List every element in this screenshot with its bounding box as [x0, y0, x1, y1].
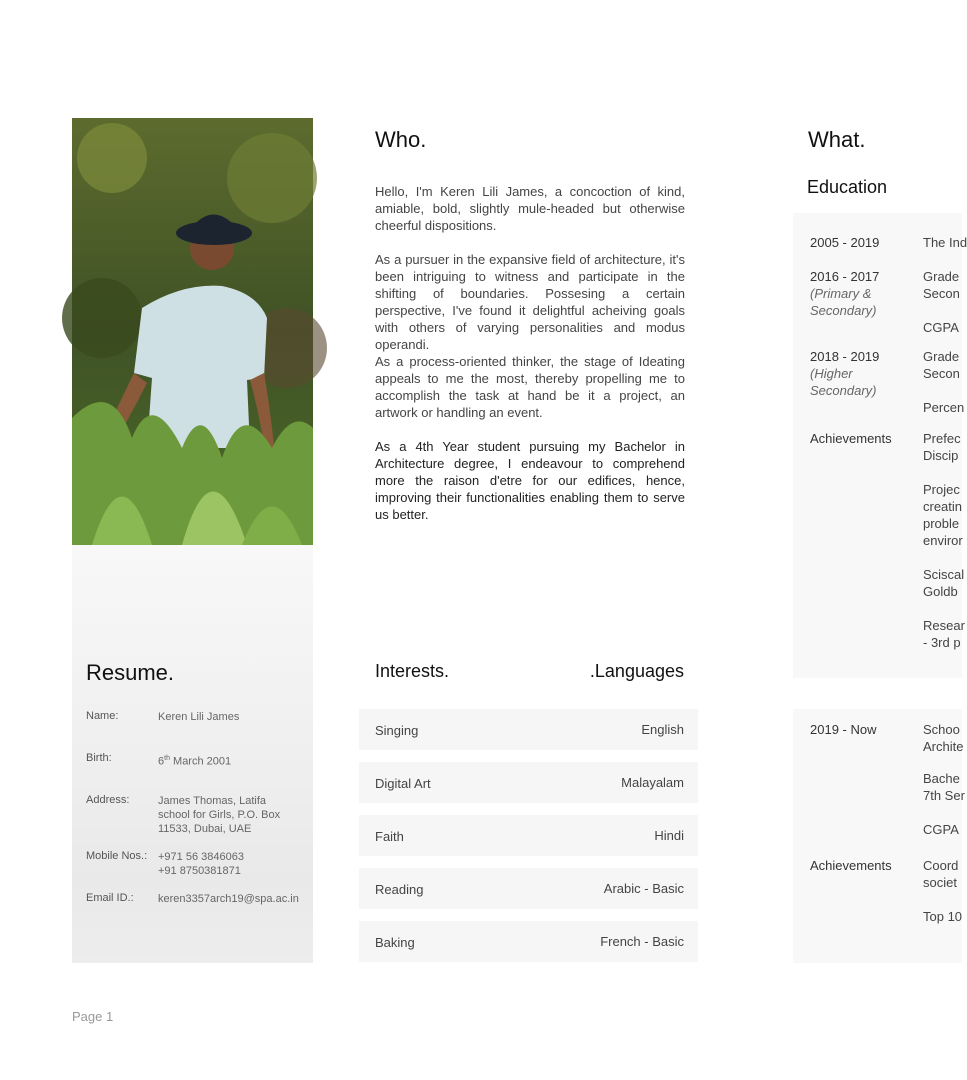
- who-thinker-paragraph: As a process-oriented thinker, the stage of Ideating appeals to me the most, thereby propelling me to accomplish the task at hand be it a project, an artwork or handling an event.: [375, 354, 685, 420]
- grade12-years: 2018 - 2019 (Higher Secondary): [810, 349, 880, 398]
- mobile-value: +971 56 3846063 +91 8750381871: [158, 851, 244, 877]
- college-years: 2019 - Now: [810, 722, 877, 737]
- interest-language-row: [359, 762, 698, 803]
- college-achievements-list: Coord societ Top 10: [923, 858, 963, 924]
- college-achievements-label: Achievements: [810, 858, 892, 873]
- language-label: Hindi: [654, 828, 684, 843]
- interest-label: Singing: [375, 723, 419, 738]
- what-title: What.: [808, 127, 866, 152]
- education-title: Education: [807, 177, 888, 197]
- who-intro-paragraph: Hello, I'm Keren Lili James, a concoction of kind, amiable, bold, slightly mule-headed but otherwise cheerful dispositions.: [375, 184, 685, 233]
- interest-label: Reading: [375, 882, 424, 897]
- profile-photo: [72, 118, 313, 545]
- who-architecture-paragraph: As a pursuer in the expansive field of architecture, it's been intriguing to witness and participate in the shifting of boundaries. Possesing a certain perspective, I've found it delightful acheiving goals with others of varying personalities and modus operandi.: [375, 252, 685, 352]
- languages-title: .Languages: [589, 661, 684, 681]
- email-label: Email ID.:: [86, 892, 134, 904]
- college-details: Schoo Archite Bache 7th Ser CGPA: [923, 722, 965, 837]
- interest-label: Digital Art: [375, 776, 431, 791]
- school-achievements-list: Prefec Discip Projec creatin proble enviror Sciscal Goldb Resear - 3rd p: [923, 431, 965, 650]
- name-label: Name:: [86, 710, 119, 722]
- who-student-paragraph: As a 4th Year student pursuing my Bachelor in Architecture degree, I endeavour to comprehend more the raison d'etre for our edifices, hence, improving their functionalities enabling them to serve us better.: [375, 439, 685, 522]
- birth-value: 6th March 2001: [158, 755, 232, 768]
- address-value: James Thomas, Latifa school for Girls, P.O. Box 11533, Dubai, UAE: [158, 795, 281, 835]
- grade10-details: Grade Secon CGPA: [923, 269, 960, 335]
- email-value[interactable]: keren3357arch19@spa.ac.in: [158, 893, 299, 905]
- page-number: Page 1: [72, 1009, 114, 1024]
- language-label: Arabic - Basic: [603, 881, 684, 896]
- school-name: The Ind: [923, 235, 967, 250]
- interest-language-row: [359, 921, 698, 962]
- mobile-label: Mobile Nos.:: [86, 850, 148, 862]
- language-label: English: [641, 722, 684, 737]
- interests-title: Interests.: [375, 661, 450, 681]
- school-achievements-label: Achievements: [810, 431, 892, 446]
- resume-title: Resume.: [86, 660, 175, 685]
- name-value: Keren Lili James: [158, 711, 240, 723]
- language-label: French - Basic: [600, 934, 684, 949]
- grade12-details: Grade Secon Percen: [923, 349, 965, 415]
- grade10-years: 2016 - 2017 (Primary & Secondary): [810, 269, 880, 318]
- interest-label: Faith: [375, 829, 404, 844]
- language-label: Malayalam: [621, 775, 684, 790]
- birth-label: Birth:: [86, 752, 112, 764]
- interest-label: Baking: [375, 935, 415, 950]
- interest-language-row: [359, 868, 698, 909]
- who-title: Who.: [375, 127, 427, 152]
- interest-language-row: [359, 709, 698, 750]
- address-label: Address:: [86, 794, 130, 806]
- interest-language-row: [359, 815, 698, 856]
- school-years: 2005 - 2019: [810, 235, 880, 250]
